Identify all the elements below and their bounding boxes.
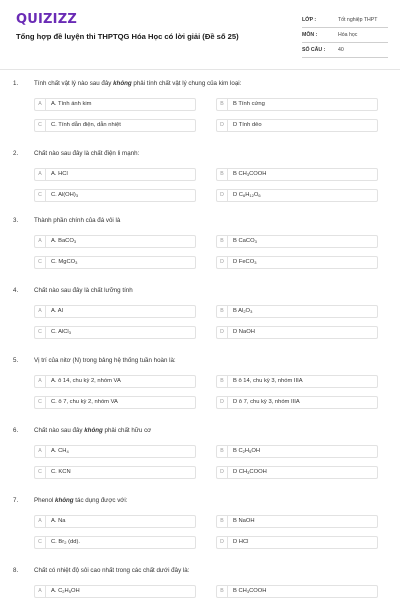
question-emphasis: không <box>113 80 132 87</box>
question-text: Tính chất vật lý nào sau đây không phải tính chất vật lý chung của kim loại: <box>34 80 242 87</box>
option-letter-badge: B <box>217 236 228 247</box>
question-number: 8. <box>13 567 19 574</box>
question-number: 5. <box>13 357 19 364</box>
question-number: 6. <box>13 427 19 434</box>
option-text: D $C_6H_{12}O_6$ <box>233 192 261 198</box>
option-letter-badge: C <box>35 537 46 548</box>
option-text: D ô 7, chu kỳ 3, nhóm IIIA <box>233 399 300 405</box>
answer-option-d[interactable] <box>216 396 378 409</box>
option-text: A. HCl <box>51 171 68 177</box>
answer-option-b[interactable] <box>216 375 378 388</box>
option-text: B NaOH <box>233 518 255 524</box>
question-number: 3. <box>13 217 19 224</box>
answer-option-a[interactable] <box>34 445 196 458</box>
answer-option-c[interactable] <box>34 256 196 269</box>
question-number: 4. <box>13 287 19 294</box>
question-text: Thành phần chính của đá vôi là <box>34 217 121 224</box>
option-letter-badge: B <box>217 376 228 387</box>
option-letter-badge: D <box>217 120 228 131</box>
meta-class-label: LỚP : <box>302 17 317 23</box>
option-letter-badge: A <box>35 586 46 597</box>
header-divider <box>0 69 400 70</box>
option-letter-badge: B <box>217 586 228 597</box>
option-letter-badge: C <box>35 257 46 268</box>
option-text: C. KCN <box>51 469 71 475</box>
question-number: 1. <box>13 80 19 87</box>
answer-option-b[interactable] <box>216 98 378 111</box>
option-letter-badge: D <box>217 397 228 408</box>
option-letter-badge: D <box>217 537 228 548</box>
question-emphasis: không <box>84 427 103 434</box>
meta-count-row <box>302 44 388 58</box>
option-letter-badge: D <box>217 257 228 268</box>
option-text: C. $Al(OH)_3$ <box>51 192 79 198</box>
answer-option-c[interactable] <box>34 536 196 549</box>
answer-option-d[interactable] <box>216 189 378 202</box>
question-text: Chất có nhiệt độ sôi cao nhất trong các chất dưới đây là: <box>34 567 190 574</box>
option-text: C. $Br_2$ (dd). <box>51 539 80 545</box>
answer-option-a[interactable] <box>34 235 196 248</box>
option-letter-badge: D <box>217 467 228 478</box>
answer-option-b[interactable] <box>216 235 378 248</box>
option-letter-badge: C <box>35 467 46 478</box>
option-letter-badge: A <box>35 306 46 317</box>
option-text: C. AlCl$_3$ <box>51 329 71 335</box>
quizizz-logo: QUIZIZZ <box>16 12 77 27</box>
option-letter-badge: A <box>35 446 46 457</box>
option-letter-badge: D <box>217 190 228 201</box>
question-text: Chất nào sau đây không phải chất hữu cơ <box>34 427 152 434</box>
option-letter-badge: B <box>217 446 228 457</box>
option-letter-badge: B <box>217 169 228 180</box>
question-text: Chất nào sau đây là chất lưỡng tính <box>34 287 133 294</box>
meta-class-row <box>302 14 388 28</box>
answer-option-b[interactable] <box>216 585 378 598</box>
option-letter-badge: C <box>35 327 46 338</box>
option-text: A. Na <box>51 518 66 524</box>
answer-option-a[interactable] <box>34 585 196 598</box>
option-text: A. BaCO$_3$ <box>51 238 77 244</box>
question-number: 2. <box>13 150 19 157</box>
answer-option-d[interactable] <box>216 119 378 132</box>
meta-subject-row <box>302 29 388 43</box>
answer-option-a[interactable] <box>34 375 196 388</box>
option-letter-badge: B <box>217 306 228 317</box>
question-text: Chất nào sau đây là chất điện li mạnh: <box>34 150 140 157</box>
option-text: B $CH_3COOH$ <box>233 171 267 177</box>
meta-subject-value: Hóa học <box>338 32 358 38</box>
answer-option-b[interactable] <box>216 168 378 181</box>
answer-option-b[interactable] <box>216 445 378 458</box>
meta-count-value: 40 <box>338 47 344 53</box>
worksheet-header <box>0 0 400 68</box>
option-text: B ô 14, chu kỳ 3, nhóm IIIA <box>233 378 303 384</box>
question-text: Phenol không tác dụng được với: <box>34 497 128 504</box>
option-text: B Tính cứng <box>233 101 265 107</box>
answer-option-c[interactable] <box>34 119 196 132</box>
option-text: A. $C_2H_5OH$ <box>51 588 80 594</box>
option-text: C. ô 7, chu kỳ 2, nhóm VA <box>51 399 118 405</box>
answer-option-c[interactable] <box>34 466 196 479</box>
option-text: A. $CH_4$ <box>51 448 69 454</box>
option-text: D Tính dẻo <box>233 122 262 128</box>
meta-subject-label: MÔN : <box>302 32 318 38</box>
option-letter-badge: B <box>217 99 228 110</box>
option-text: B $Al_2O_3$ <box>233 308 253 314</box>
question-emphasis: không <box>55 497 74 504</box>
option-letter-badge: D <box>217 327 228 338</box>
option-text: D $CH_3COOH$ <box>233 469 267 475</box>
option-letter-badge: A <box>35 236 46 247</box>
answer-option-d[interactable] <box>216 536 378 549</box>
option-text: B $C_2H_5OH$ <box>233 448 261 454</box>
option-text: A. Al <box>51 308 63 314</box>
option-letter-badge: A <box>35 376 46 387</box>
option-text: B CaCO$_3$ <box>233 238 257 244</box>
answer-option-d[interactable] <box>216 466 378 479</box>
option-letter-badge: C <box>35 120 46 131</box>
answer-option-a[interactable] <box>34 515 196 528</box>
meta-class-value: Tốt nghiệp THPT <box>338 17 378 23</box>
answer-option-b[interactable] <box>216 305 378 318</box>
answer-option-c[interactable] <box>34 326 196 339</box>
worksheet-title: Tổng hợp đề luyện thi THPTQG Hóa Học có lời giải (Đề số 25) <box>16 32 239 41</box>
option-letter-badge: C <box>35 397 46 408</box>
question-text: Vị trí của nitơ (N) trong bảng hệ thống tuần hoàn là: <box>34 357 176 364</box>
answer-option-c[interactable] <box>34 189 196 202</box>
answer-option-a[interactable] <box>34 305 196 318</box>
option-letter-badge: A <box>35 169 46 180</box>
option-text: D NaOH <box>233 329 255 335</box>
question-number: 7. <box>13 497 19 504</box>
option-text: D FeCO$_3$ <box>233 259 257 265</box>
answer-option-a[interactable] <box>34 168 196 181</box>
option-letter-badge: A <box>35 516 46 527</box>
option-text: C. MgCO$_3$ <box>51 259 78 265</box>
answer-option-b[interactable] <box>216 515 378 528</box>
option-text: C. Tính dẫn điện, dẫn nhiệt <box>51 122 121 128</box>
answer-option-c[interactable] <box>34 396 196 409</box>
option-letter-badge: C <box>35 190 46 201</box>
option-letter-badge: A <box>35 99 46 110</box>
option-text: A. Tính ánh kim <box>51 101 92 107</box>
answer-option-d[interactable] <box>216 256 378 269</box>
option-letter-badge: B <box>217 516 228 527</box>
option-text: B $CH_3COOH$ <box>233 588 267 594</box>
option-text: A. ô 14, chu kỳ 2, nhóm VA <box>51 378 121 384</box>
option-text: D HCl <box>233 539 249 545</box>
meta-count-label: SỐ CÂU : <box>302 47 326 53</box>
answer-option-a[interactable] <box>34 98 196 111</box>
answer-option-d[interactable] <box>216 326 378 339</box>
